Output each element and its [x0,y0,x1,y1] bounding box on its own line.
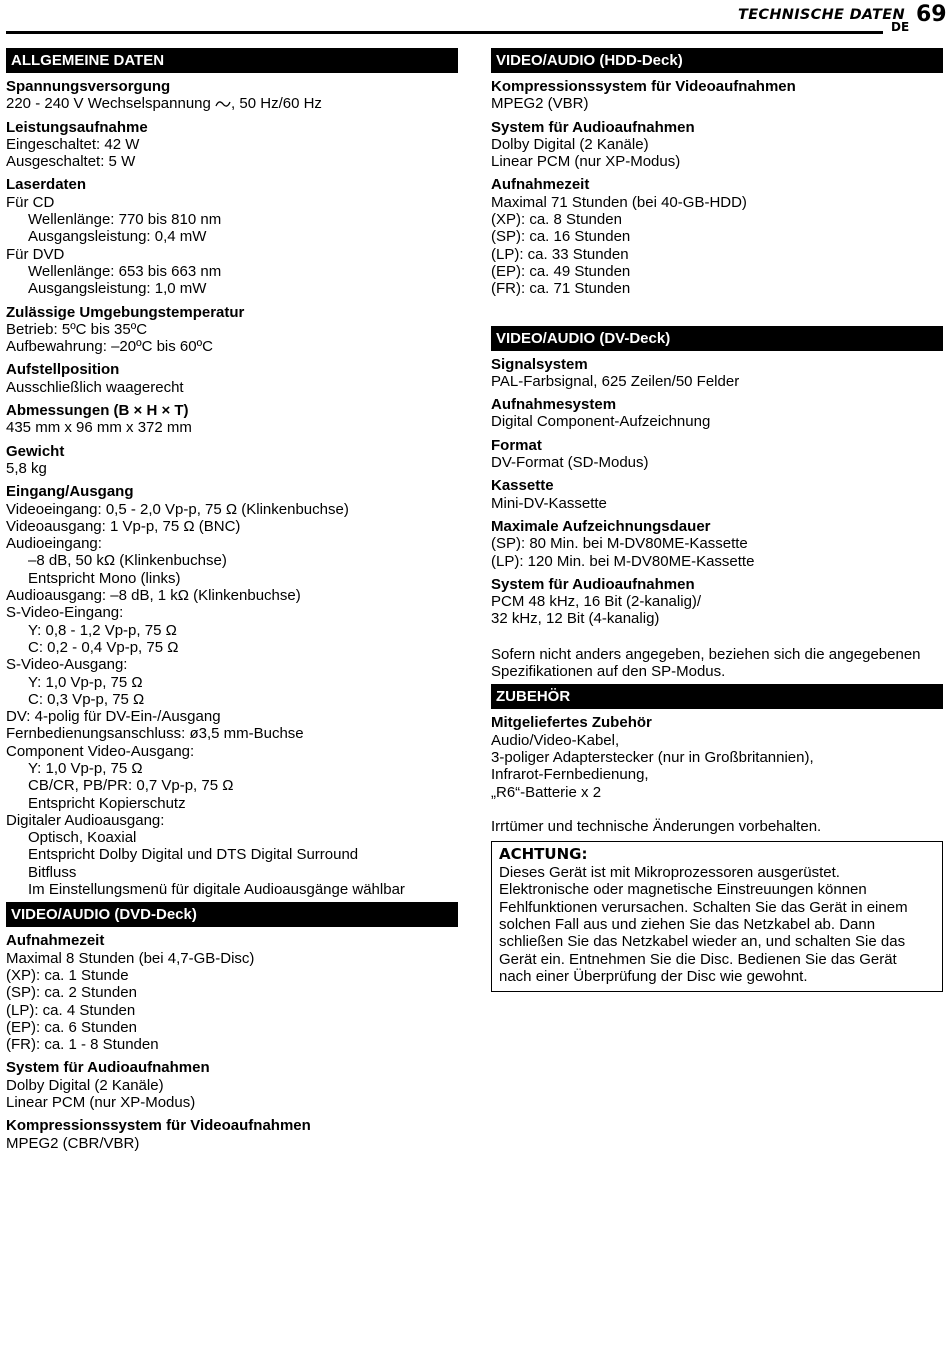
spec-heading: Eingang/Ausgang [6,483,134,501]
spec-dv-aufzeichnungsdauer [491,518,943,570]
spec-value [6,95,458,112]
disclaimer-text: Irrtümer und technische Änderungen vorbehalten. [491,817,822,835]
spec-heading: Abmessungen (B × H × T) [6,402,189,420]
spec-value: MPEG2 (CBR/VBR) [6,1134,140,1152]
spec-eingang-ausgang [6,483,458,898]
spec-heading: Aufnahmezeit [491,176,590,194]
spec-value: Digital Component-Aufzeichnung [491,413,711,431]
page-number: 69 [916,2,947,27]
spec-value: Videoausgang: 1 Vp-p, 75 Ω (BNC) [6,517,241,535]
spec-dv-format [491,437,943,472]
ac-wave-icon [215,99,231,109]
spec-dv-aufnahmesystem [491,396,943,431]
spec-value: Maximal 71 Stunden (bei 40-GB-HDD) [491,193,747,211]
spec-value: Betrieb: 5ºC bis 35ºC [6,320,148,338]
warning-line: Fehlfunktionen verursachen. Schalten Sie das Gerät in einem [499,898,908,916]
spec-dv-signalsystem [491,356,943,391]
spec-value: PAL-Farbsignal, 625 Zeilen/50 Felder [491,372,740,390]
section-bar-dvd-deck: VIDEO/AUDIO (DVD-Deck) [6,902,458,927]
spec-value: Für CD [6,193,55,211]
spec-value: Y: 1,0 Vp-p, 75 Ω [28,673,143,691]
spec-value: DV-Format (SD-Modus) [491,454,649,472]
spec-value: Entspricht Dolby Digital und DTS Digital Surround [28,846,359,864]
spec-value: Dolby Digital (2 Kanäle) [6,1076,164,1094]
spec-heading: Aufnahmezeit [6,932,105,950]
spec-value: (XP): ca. 8 Stunden [491,211,622,229]
right-column [491,48,943,992]
spec-value: Dolby Digital (2 Kanäle) [491,135,649,153]
spec-laserdaten [6,176,458,297]
spec-value: (XP): ca. 1 Stunde [6,966,129,984]
spec-value: MPEG2 (VBR) [491,95,589,113]
spec-aufstellposition [6,361,458,396]
spec-heading: Mitgeliefertes Zubehör [491,714,652,732]
spec-heading: System für Audioaufnahmen [6,1059,210,1077]
spec-value: Videoeingang: 0,5 - 2,0 Vp-p, 75 Ω (Klinkenbuchse) [6,500,349,518]
section-bar-zubehoer: ZUBEHÖR [491,684,943,709]
spec-value: Mini-DV-Kassette [491,494,607,512]
spec-value: Y: 1,0 Vp-p, 75 Ω [28,759,143,777]
spec-heading: Signalsystem [491,355,588,373]
spec-value: (EP): ca. 6 Stunden [6,1018,137,1036]
spec-value: Linear PCM (nur XP-Modus) [6,1094,196,1112]
spec-heading: Aufstellposition [6,361,120,379]
spec-value: Maximal 8 Stunden (bei 4,7-GB-Disc) [6,949,255,967]
spec-value: (SP): 80 Min. bei M-DV80ME-Kassette [491,535,748,553]
spec-value: Audioausgang: –8 dB, 1 kΩ (Klinkenbuchse) [6,587,301,605]
spec-value: „R6“-Batterie x 2 [491,783,602,801]
spec-heading: System für Audioaufnahmen [491,118,695,136]
spec-value: 5,8 kg [6,459,47,477]
spec-value: (EP): ca. 49 Stunden [491,262,631,280]
spec-value: Linear PCM (nur XP-Modus) [491,153,681,171]
spec-zubehoer [491,714,943,835]
note-text: Spezifikationen auf den SP-Modus. [491,663,726,681]
spec-value: 3-poliger Adapterstecker (nur in Großbritannien), [491,748,814,766]
spec-value: Ausgangsleistung: 1,0 mW [28,280,207,298]
section-bar-allgemeine: ALLGEMEINE DATEN [6,48,458,73]
spec-value: S-Video-Ausgang: [6,656,128,674]
spec-value: Component Video-Ausgang: [6,742,195,760]
spec-value: Ausgangsleistung: 0,4 mW [28,228,207,246]
warning-text [499,864,935,985]
spec-heading: Spannungsversorgung [6,78,171,95]
spec-heading: Kompressionssystem für Videoaufnahmen [491,78,796,95]
warning-line: nach einer Überprüfung der Disc wie gewohnt. [499,967,808,985]
page-section-title: TECHNISCHE DATEN [738,7,905,23]
spec-value: DV: 4-polig für DV-Ein-/Ausgang [6,708,221,726]
spec-value: (SP): ca. 16 Stunden [491,228,631,246]
spec-heading: Zulässige Umgebungstemperatur [6,303,245,321]
spec-heading: Gewicht [6,442,65,460]
spec-value: Entspricht Mono (links) [28,569,181,587]
spec-value: 32 kHz, 12 Bit (4-kanalig) [491,610,660,628]
spec-dvd-aufnahmezeit [6,932,458,1053]
warning-title: ACHTUNG: [499,845,588,864]
spec-value: Ausgeschaltet: 5 W [6,153,136,171]
spec-value: PCM 48 kHz, 16 Bit (2-kanalig)/ [491,593,702,611]
spec-value: CB/CR, PB/PR: 0,7 Vp-p, 75 Ω [28,777,234,795]
spec-heading: Laserdaten [6,176,87,194]
spec-value: Eingeschaltet: 42 W [6,135,140,153]
spec-value: Bitfluss [28,863,77,881]
warning-line: schließen Sie das Netzkabel wieder an, und schalten Sie das [499,933,906,951]
warning-line: Elektronische oder magnetische Einstreuungen können [499,881,867,899]
spec-value: Entspricht Kopierschutz [28,794,186,812]
spec-heading: System für Audioaufnahmen [491,575,695,593]
language-code: DE [891,20,910,34]
spec-value: C: 0,2 - 0,4 Vp-p, 75 Ω [28,638,179,656]
spec-value: Wellenlänge: 653 bis 663 nm [28,262,222,280]
spec-leistungsaufnahme [6,119,458,171]
spec-dv-kassette [491,477,943,512]
spec-value: Aufbewahrung: –20ºC bis 60ºC [6,338,213,356]
spec-heading: Aufnahmesystem [491,396,617,414]
spacer [491,801,943,818]
spec-value: Audioeingang: [6,535,102,553]
sp-mode-note [491,646,943,681]
spec-value-text: , 50 Hz/60 Hz [231,95,322,113]
spec-value: Für DVD [6,245,65,263]
spec-value: Y: 0,8 - 1,2 Vp-p, 75 Ω [28,621,177,639]
spec-value: (FR): ca. 1 - 8 Stunden [6,1036,159,1054]
section-bar-hdd-deck: VIDEO/AUDIO (HDD-Deck) [491,48,943,73]
spec-heading: Kompressionssystem für Videoaufnahmen [6,1117,311,1135]
spec-abmessungen [6,402,458,437]
spec-gewicht [6,443,458,478]
spec-dvd-audio [6,1059,458,1111]
spec-value: Fernbedienungsanschluss: ø3,5 mm-Buchse [6,725,304,743]
spec-hdd-aufnahmezeit [491,176,943,297]
spec-value: (LP): ca. 4 Stunden [6,1001,136,1019]
warning-line: Gerät ein. Entnehmen Sie die Disc. Bedienen Sie das Gerät [499,950,897,968]
spec-value: Digitaler Audioausgang: [6,811,165,829]
spec-heading: Kassette [491,477,554,495]
spec-value: 435 mm x 96 mm x 372 mm [6,419,192,437]
spec-value: Wellenlänge: 770 bis 810 nm [28,211,222,229]
spec-umgebungstemperatur [6,304,458,356]
spec-dvd-kompression [6,1117,458,1152]
spec-value: C: 0,3 Vp-p, 75 Ω [28,690,145,708]
spec-value: (FR): ca. 71 Stunden [491,280,631,298]
spec-value: Im Einstellungsmenü für digitale Audioausgänge wählbar [28,881,405,899]
spec-value: (SP): ca. 2 Stunden [6,984,137,1002]
spec-value: –8 dB, 50 kΩ (Klinkenbuchse) [28,552,227,570]
spec-dv-audio [491,576,943,628]
spec-heading: Format [491,436,542,454]
spec-heading: Maximale Aufzeichnungsdauer [491,517,711,535]
section-bar-dv-deck: VIDEO/AUDIO (DV-Deck) [491,326,943,351]
spec-value: Audio/Video-Kabel, [491,731,620,749]
spec-value: Infrarot-Fernbedienung, [491,766,649,784]
spec-spannungsversorgung [6,78,458,113]
spec-heading: Leistungsaufnahme [6,118,148,136]
warning-line: Dieses Gerät ist mit Mikroprozessoren ausgerüstet. [499,864,840,882]
spec-value: Optisch, Koaxial [28,829,137,847]
spec-hdd-kompression [491,78,943,113]
spec-value: (LP): ca. 33 Stunden [491,245,629,263]
spec-value: S-Video-Eingang: [6,604,124,622]
header-rule [6,31,883,34]
warning-box [491,841,943,992]
note-text: Sofern nicht anders angegeben, beziehen sich die angegebenen [491,645,921,663]
spec-value: Ausschließlich waagerecht [6,378,184,396]
spec-value: (LP): 120 Min. bei M-DV80ME-Kassette [491,552,755,570]
warning-line: solchen Fall aus und ziehen Sie das Netzkabel ab. Dann [499,915,876,933]
left-column [6,48,458,1152]
spec-value-text: 220 - 240 V Wechselspannung [6,95,216,113]
spec-hdd-audio [491,119,943,171]
